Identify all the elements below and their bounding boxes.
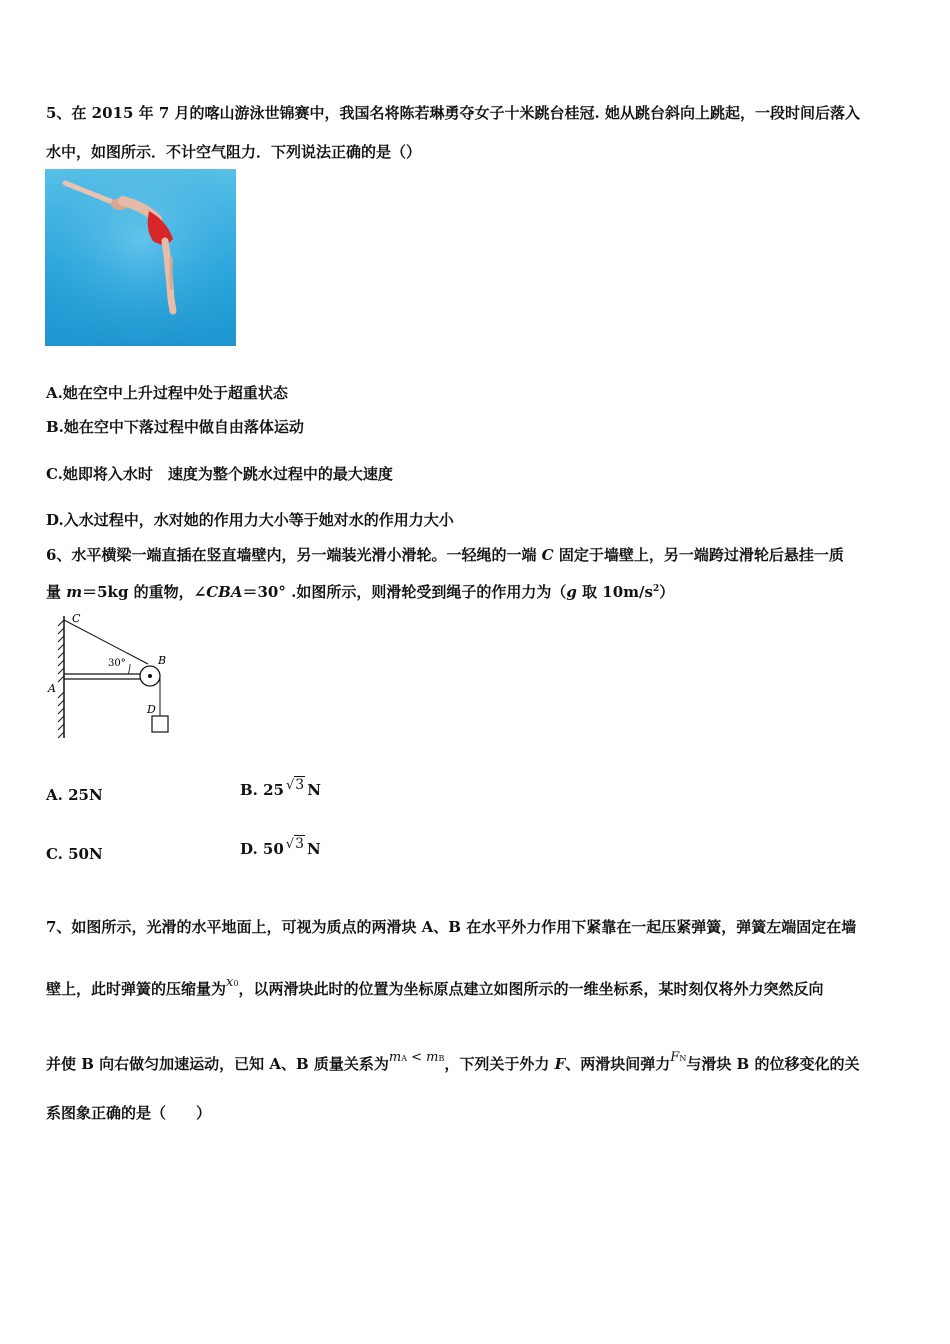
- q5-option-b: B.她在空中下落过程中做自由落体运动: [46, 418, 304, 436]
- q7-line4: 系图象正确的是（ ）: [46, 1104, 212, 1122]
- diver-photo: [45, 169, 236, 346]
- diver-illustration: [45, 169, 236, 346]
- q5-line1: 5、在 2015 年 7 月的喀山游泳世锦赛中，我国名将陈若琳勇夺女子十米跳台桂冠. 她从跳台斜向上跳起，一段时间后落入: [46, 104, 860, 122]
- q6-angle-var: CBA: [206, 583, 243, 601]
- q7-mb-var: m: [426, 1050, 439, 1065]
- q7-line1: 7、如图所示，光滑的水平地面上，可视为质点的两滑块 A、B 在水平外力作用下紧靠在一起压紧弹簧，弹簧左端固定在墙: [46, 918, 857, 936]
- q7-less-than: <: [407, 1050, 427, 1065]
- q7-line2: [46, 975, 824, 999]
- pulley-diagram: [44, 612, 184, 744]
- q5-option-c: C.她即将入水时 速度为整个跳水过程中的最大速度: [46, 465, 393, 483]
- sqrt-icon: √3: [285, 836, 305, 852]
- q7-fn-var: F: [670, 1050, 680, 1065]
- label-angle: 30°: [108, 658, 126, 669]
- q6-line2-text-d: 取 10m/s: [576, 583, 653, 601]
- q6-line2-text-b: ＝5kg 的重物，∠: [82, 583, 207, 601]
- q6-exponent: 2: [652, 584, 660, 594]
- q6-line2-text-c: ＝30° .如图所示，则滑轮受到绳子的作用力为（: [242, 583, 567, 601]
- q6-line1-text-b: 固定于墙壁上，另一端跨过滑轮后悬挂一质: [553, 546, 844, 564]
- q5-option-a: A.她在空中上升过程中处于超重状态: [46, 384, 288, 402]
- q7-mb-sub: B: [438, 1054, 445, 1063]
- q7-line3-text-b: ，下列关于外力: [444, 1055, 555, 1073]
- q5-line2: 水中，如图所示．不计空气阻力．下列说法正确的是（）: [46, 143, 422, 161]
- label-b: B: [158, 654, 167, 667]
- q5-option-d: D.入水过程中，水对她的作用力大小等于她对水的作用力大小: [46, 511, 454, 529]
- q6-point-c: C: [541, 546, 554, 564]
- q6-g-var: g: [566, 583, 577, 601]
- q7-force-var: F: [554, 1055, 566, 1073]
- q6-mass-var: m: [66, 583, 83, 601]
- q6-option-b-unit: N: [307, 781, 321, 799]
- label-c: C: [72, 612, 81, 625]
- label-a: A: [48, 682, 56, 695]
- q7-ma-sub: A: [401, 1054, 407, 1063]
- q7-ma-var: m: [388, 1050, 402, 1065]
- q6-option-c: C. 50N: [46, 845, 103, 863]
- q7-line3: [46, 1050, 860, 1074]
- q6-option-d-radicand: 3: [295, 836, 305, 852]
- q6-option-b: [240, 777, 321, 799]
- q7-x0-sub: 0: [233, 979, 239, 988]
- q7-fn: [670, 1050, 686, 1065]
- q7-line2-text-a: 壁上，此时弹簧的压缩量为: [46, 980, 227, 998]
- q7-line3-text-d: 与滑块 B 的位移变化的关: [686, 1055, 860, 1073]
- q6-option-a: A. 25N: [46, 786, 103, 804]
- q6-option-d: [240, 836, 321, 858]
- q6-option-b-radicand: 3: [295, 777, 305, 793]
- q6-option-d-prefix: D. 50: [240, 840, 284, 858]
- q6-line2-text-e: ）: [659, 583, 675, 601]
- label-d: D: [147, 703, 156, 716]
- q7-x0: [226, 975, 238, 990]
- q7-line2-text-b: ，以两滑块此时的位置为坐标原点建立如图所示的一维坐标系，某时刻仅将外力突然反向: [238, 980, 824, 998]
- q7-x0-var: x: [226, 975, 234, 990]
- q6-line1: [46, 544, 844, 565]
- q6-line2: [46, 581, 674, 602]
- q7-mass-relation: [389, 1050, 445, 1065]
- q6-line2-text-a: 量: [46, 583, 67, 601]
- sqrt-icon: √3: [286, 777, 305, 793]
- q7-line3-text-c: 、两滑块间弹力: [565, 1055, 671, 1073]
- q6-option-b-prefix: B. 25: [240, 781, 284, 799]
- q6-option-d-unit: N: [307, 840, 321, 858]
- q7-fn-sub: N: [679, 1054, 687, 1063]
- q7-line3-text-a: 并使 B 向右做匀加速运动，已知 A、B 质量关系为: [46, 1055, 389, 1073]
- q6-line1-text-a: 6、水平横梁一端直插在竖直墙壁内，另一端装光滑小滑轮。一轻绳的一端: [46, 546, 542, 564]
